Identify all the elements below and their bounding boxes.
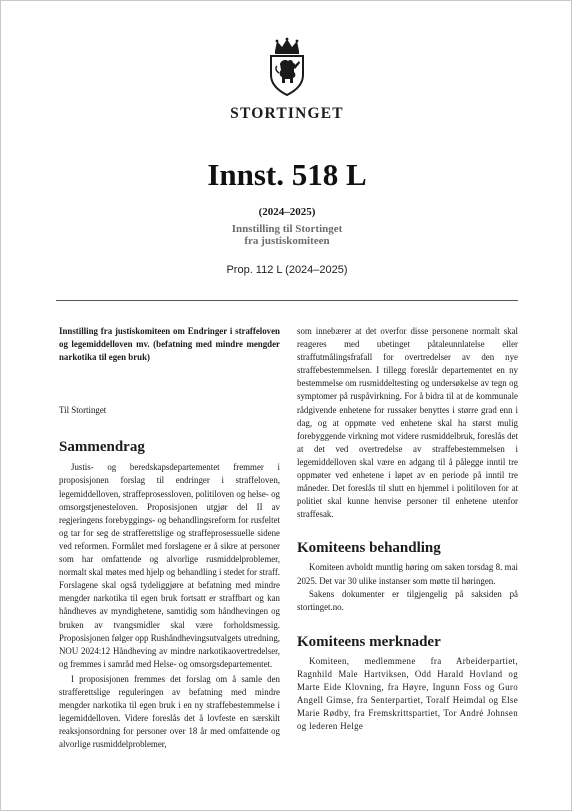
lead-paragraph: Innstilling fra justiskomiteen om Endringer i straffeloven og legemiddelloven mv. (befatning med mindre mengder narkotika til egen bruk) — [59, 326, 280, 363]
session-year: (2024–2025) — [258, 206, 316, 218]
section-heading-sammendrag: Sammendrag — [59, 439, 145, 456]
paragraph-merknader: Komiteen, medlemmene fra Arbeiderpartiet, Ragnhild Male Hartviksen, Odd Harald Hovland og Marte Eide Klovning, fra Høyre, Ingunn Foss og Guro Angell Gimse, fra Senterpartiet, Toralf Heimdal og Else Marie Rødby, fra Fremskrittspartiet, Tor André Johnsen og lederen Helge — [297, 655, 518, 732]
paragraph-behandling-2: Sakens dokumenter er tilgjengelig på saksiden på stortinget.no. — [297, 588, 518, 612]
right-column — [297, 325, 518, 733]
divider — [56, 300, 518, 301]
salutation: Til Stortinget — [59, 405, 107, 416]
paragraph-behandling-1: Komiteen avholdt muntlig høring om saken torsdag 8. mai 2025. Det var 30 ulike instanser som møtte til høringen. — [297, 562, 518, 586]
stortinget-lion-crest-icon — [265, 37, 309, 97]
proposition-reference: Prop. 112 L (2024–2025) — [226, 264, 348, 276]
paragraph-sammendrag-2: I proposisjonen fremmes det forslag om å samle den strafferettslige reguleringen av befatning med mindre mengder narkotika til egen bruk i en ny straffebestemmelse i legemiddelloven. Videre foreslås det å lovfeste en særskilt reaksjonsordning for personer over 18 år med omfattende og alvorlige rusmiddelproblemer, — [59, 673, 280, 750]
subtitle-line-1: Innstilling til Stortinget — [231, 223, 343, 235]
document-title: Innst. 518 L — [207, 157, 367, 192]
paragraph-sammendrag-1: Justis- og beredskapsdepartementet fremmer i proposisjonen forslag til endringer i straffeloven, legemiddelloven, straffeprosessloven, politiloven og helse- og omsorgstjenesteloven. Proposisjonen utgjør del II av regjeringens forebyggings- og behandlingsreform for rusfeltet og tar for seg de strafferettslige og straffeprosessuelle sidene ved reformen. Formålet med forslagene er å sikre at personer som har omfattende og alvorlige rusmiddelproblemer, normalt skal møtes med hjelp og behandling i stedet for straff. Forslagene skal også tydeliggjøre at befatning med mindre mengder narkotika til egen bruk fortsatt er straffbart og kan håndheves av myndighetene, samtidig som håndhevingen og bruken av tvangsmidler skal være forholdsmessig. Proposisjonen følger opp Rushåndhevingsutvalgets utredning, NOU 2024:12 Håndheving av mindre narkotikaovertredelser, og fremmes i samråd med Helse- og omsorgsdepartementet. — [59, 462, 280, 669]
left-column — [59, 325, 280, 751]
subtitle-line-2: fra justiskomiteen — [244, 235, 330, 247]
section-heading-merknader: Komiteens merknader — [297, 633, 441, 650]
brand-name: STORTINGET — [230, 105, 344, 122]
logo — [1, 37, 572, 97]
paragraph-sammendrag-continued: som innebærer at det overfor disse personene normalt skal reageres med ubetinget påtaleunnlatelse eller straffutmålingsfrafall for overtredelser av den nye straffebestemmelsen. I tillegg foreslår departementet en ny bestemmelse om rusmiddeltesting og undersøkelse av tegn og symptomer på ruspåvirkning. For å bidra til at de kommunale rådgivende enhetene for russaker benyttes i større grad enn i dag, og at oppmøte ved enhetene skal ha størst mulig forebyggende virkning mot videre rusmiddelbruk, foreslås det at det ved overtredelse av straffebestemmelsen i legemiddelloven skal være en adgang til å pålegge inntil tre oppmøter ved enhetene i løpet av en periode på inntil tre måneder. Det foreslås til slutt en hjemmel i politiloven for at politiet skal kunne henvise personer til enhetene utenfor straffesak. — [297, 326, 518, 520]
subtitle — [1, 223, 572, 247]
section-heading-behandling: Komiteens behandling — [297, 540, 441, 557]
